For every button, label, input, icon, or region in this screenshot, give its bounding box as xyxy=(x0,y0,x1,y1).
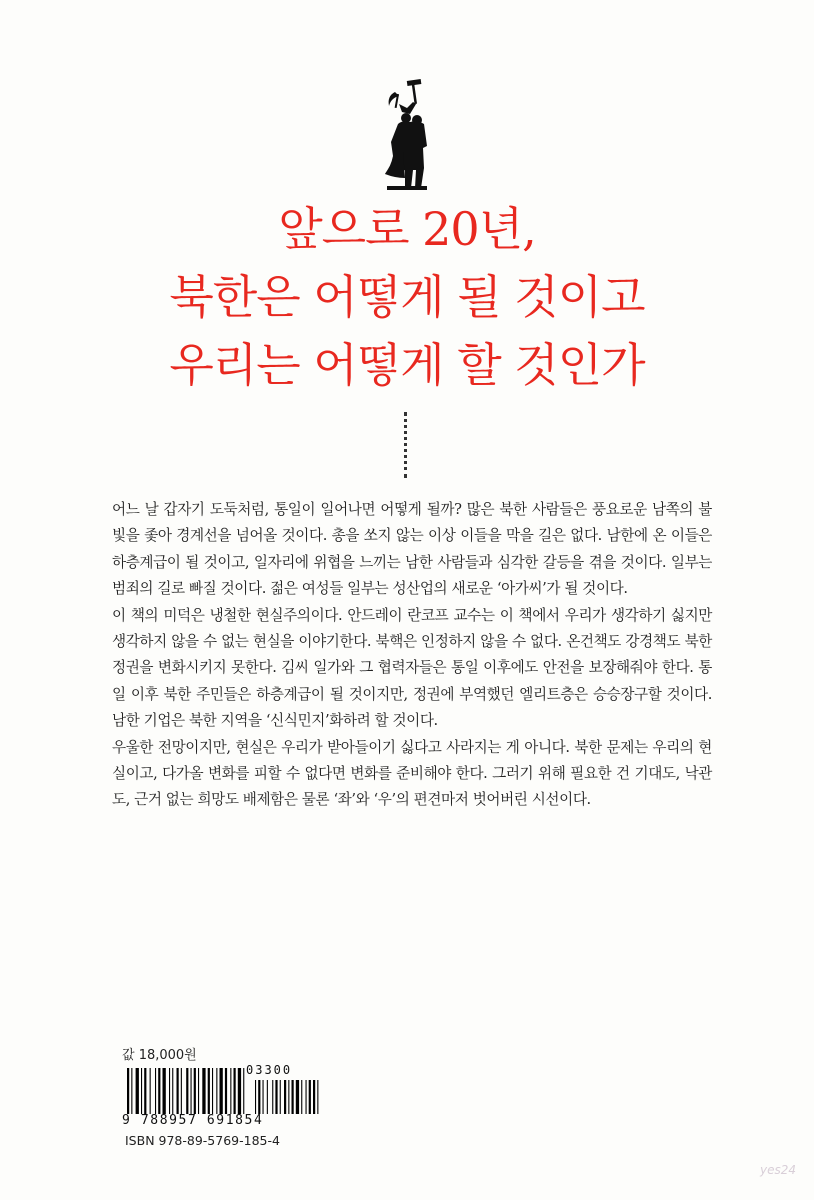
barcode-bar xyxy=(202,1068,205,1114)
barcode-bar xyxy=(238,1068,241,1114)
barcode-addon-bar xyxy=(258,1080,260,1114)
headline-line-1: 앞으로 20년, xyxy=(278,202,536,256)
barcode-addon-bar xyxy=(280,1080,281,1114)
barcode-addon-bar xyxy=(301,1080,302,1114)
barcode-bar xyxy=(163,1068,166,1114)
barcode-bar xyxy=(177,1068,179,1114)
worker-peasant-statue-emblem xyxy=(365,78,445,196)
description-paragraph-3: 우울한 전망이지만, 현실은 우리가 받아들이기 싫다고 사라지는 게 아니다. 북한 문제는 우리의 현실이고, 다가올 변화를 피할 수 없다면 변화를 준비해야 한다. 그러기 위해 필요한 건 기대도, 낙관도, 근거 없는 희망도 배제함은 물론 ‘좌’와 ‘우’의 편견마저 벗어버린 시선이다. xyxy=(112,738,712,809)
barcode-bar xyxy=(155,1068,156,1114)
barcode-addon-bar xyxy=(313,1080,315,1114)
barcode-digits: 9 788957 691854 xyxy=(122,1113,264,1128)
barcode-bar xyxy=(181,1068,182,1114)
barcode-bar xyxy=(234,1068,236,1114)
barcode-addon-digits: 03300 xyxy=(246,1063,293,1077)
headline xyxy=(0,195,814,399)
dotted-divider xyxy=(404,412,407,478)
barcode-bar xyxy=(141,1068,142,1114)
barcode-addon-bar xyxy=(267,1080,268,1114)
barcode-addon-bar xyxy=(275,1080,277,1114)
isbn-barcode xyxy=(127,1068,320,1114)
barcode-bar xyxy=(191,1068,192,1114)
headline-line-2: 북한은 어떻게 될 것이고 xyxy=(169,270,645,324)
barcode-addon-bar xyxy=(306,1080,307,1114)
barcode-addon-bar xyxy=(288,1080,289,1114)
barcode-bar xyxy=(150,1068,151,1114)
description-paragraph-2: 이 책의 미덕은 냉철한 현실주의이다. 안드레이 란코프 교수는 이 책에서 우리가 생각하기 싫지만 생각하지 않을 수 없는 현실을 이야기한다. 북핵은 인정하지 않을 수 없다. 온건책도 강경책도 북한 정권을 변화시키지 못한다. 김씨 일가와 그 협력자들은 통일 이후에도 안전을 보장해줘야 한다. 통일 이후 북한 주민들은 하층계급이 될 것이지만, 정권에 부역했던 엘리트층은 승승장구할 것이다. 남한 기업은 북한 지역을 ‘신식민지’화하려 할 것이다. xyxy=(112,606,712,730)
book-description xyxy=(112,497,712,814)
barcode-bar xyxy=(169,1068,170,1114)
barcode-bar xyxy=(194,1068,196,1114)
barcode-addon-bar xyxy=(263,1080,264,1114)
barcode-bar xyxy=(220,1068,223,1114)
isbn-label: ISBN 978-89-5769-185-4 xyxy=(125,1133,280,1148)
barcode-bar xyxy=(136,1068,139,1114)
barcode-bar xyxy=(216,1068,217,1114)
barcode-bar xyxy=(198,1068,199,1114)
watermark: yes24 xyxy=(760,1163,797,1177)
barcode-addon-bar xyxy=(296,1080,299,1114)
price-label: 값 18,000원 xyxy=(122,1048,197,1063)
description-paragraph-1: 어느 날 갑자기 도둑처럼, 통일이 일어나면 어떻게 될까? 많은 북한 사람들은 풍요로운 남쪽의 불빛을 좇아 경계선을 넘어올 것이다. 총을 쏘지 않는 이상 이들을 막을 길은 없다. 남한에 온 이들은 하층계급이 될 것이고, 일자리에 위협을 느끼는 남한 사람들과 심각한 갈등을 겪을 것이다. 일부는 범죄의 길로 빠질 것이다. 젊은 여성들 일부는 성산업의 새로운 ‘아가씨’가 될 것이다. xyxy=(112,501,712,598)
barcode-addon-bar xyxy=(309,1080,311,1114)
barcode-addon-bar xyxy=(317,1080,318,1114)
barcode-bar xyxy=(230,1068,231,1114)
barcode-addon-bar xyxy=(272,1080,273,1114)
barcode-bar xyxy=(127,1068,129,1114)
barcode-addon-bar xyxy=(255,1080,256,1114)
barcode-bar xyxy=(172,1068,173,1114)
barcode-bar xyxy=(158,1068,160,1114)
headline-line-3: 우리는 어떻게 할 것인가 xyxy=(169,338,645,392)
barcode-bar xyxy=(131,1068,132,1114)
barcode-bar xyxy=(186,1068,188,1114)
barcode-addon-bar xyxy=(292,1080,294,1114)
barcode-bar xyxy=(208,1068,210,1114)
barcode-bar xyxy=(225,1068,227,1114)
barcode-bar xyxy=(144,1068,146,1114)
barcode-bar xyxy=(212,1068,213,1114)
barcode-bar xyxy=(243,1068,244,1114)
barcode-addon-bar xyxy=(284,1080,286,1114)
